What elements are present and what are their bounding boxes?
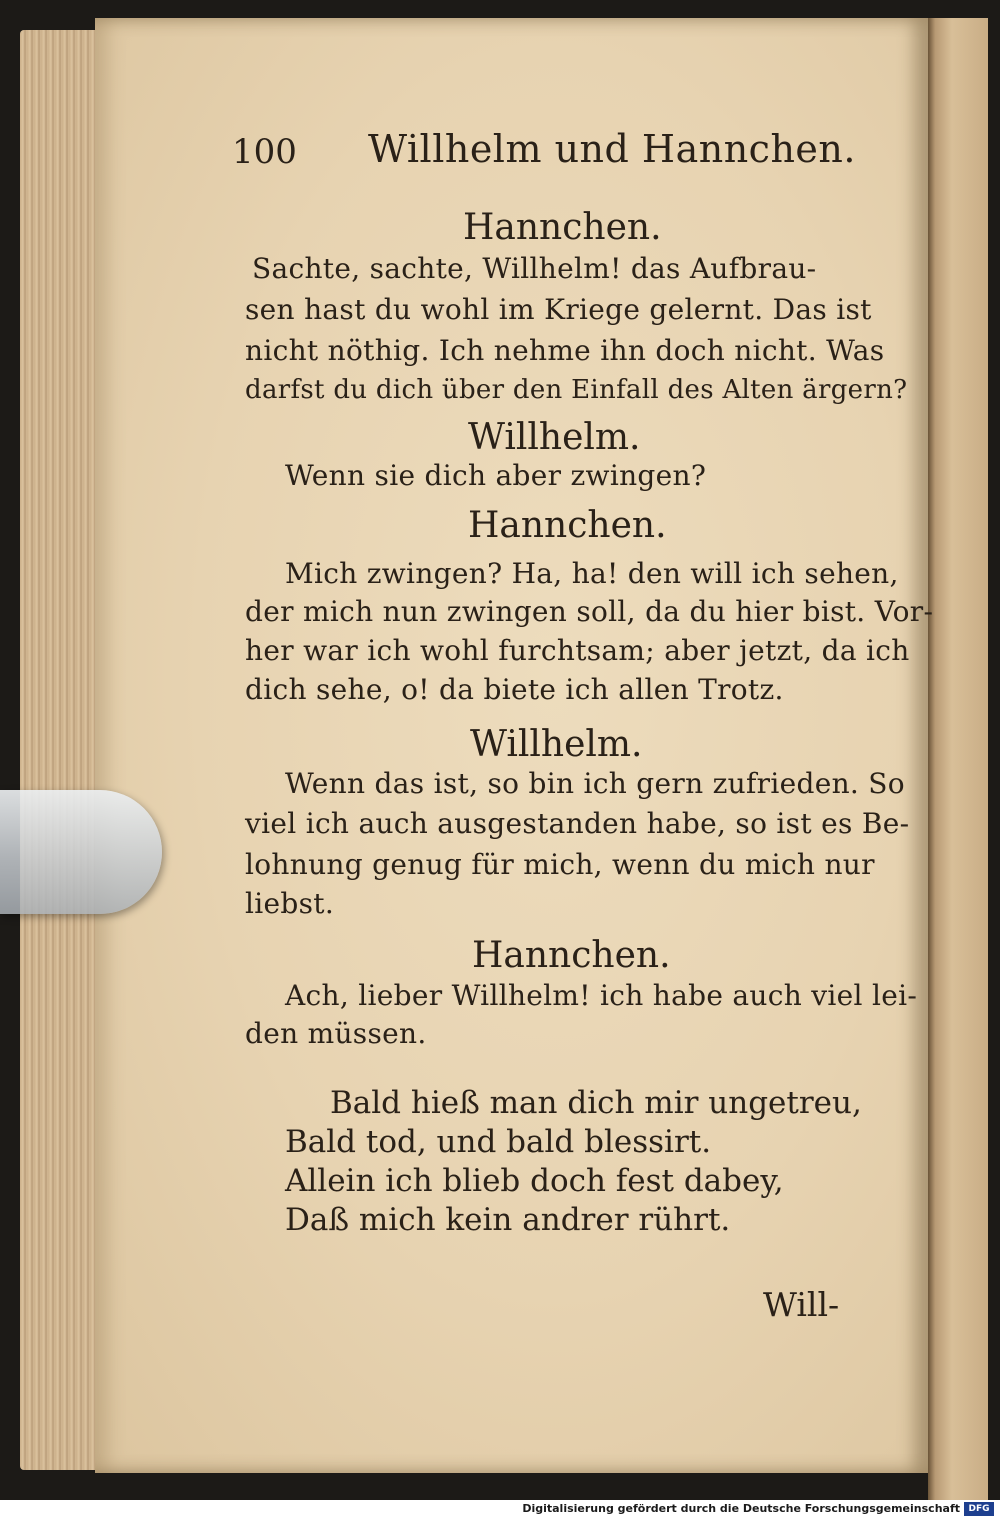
facing-page-edge — [928, 18, 988, 1500]
text-line: Mich zwingen? Ha, ha! den will ich sehen, — [285, 557, 899, 590]
text-line: sen hast du wohl im Kriege gelernt. Das ist — [245, 293, 872, 326]
text-line: Wenn sie dich aber zwingen? — [285, 459, 707, 492]
speaker-name: Hannchen. — [463, 207, 662, 248]
speaker-name: Hannchen. — [472, 935, 671, 976]
text-line: her war ich wohl furchtsam; aber jetzt, da ich — [245, 634, 910, 667]
text-line: dich sehe, o! da biete ich allen Trotz. — [245, 673, 784, 706]
text-line: Sachte, sachte, Willhelm! das Aufbrau- — [252, 252, 817, 285]
speaker-name: Willhelm. — [470, 724, 643, 765]
verse-line: Bald tod, und bald blessirt. — [285, 1124, 712, 1160]
text-line: nicht nöthig. Ich nehme ihn doch nicht. Was — [245, 334, 885, 367]
text-line: liebst. — [245, 887, 335, 920]
verse-line: Daß mich kein andrer rührt. — [285, 1202, 731, 1238]
speaker-name: Hannchen. — [468, 505, 667, 546]
page-clip — [0, 790, 162, 914]
speaker-name: Willhelm. — [468, 417, 641, 458]
digitization-footer — [0, 1500, 1000, 1518]
catchword: Will- — [763, 1285, 840, 1324]
text-line: Wenn das ist, so bin ich gern zufrieden. So — [285, 767, 905, 800]
text-line: darfst du dich über den Einfall des Alten ärgern? — [245, 375, 908, 405]
text-line: der mich nun zwingen soll, da du hier bist. Vor- — [245, 595, 934, 628]
text-line: den müssen. — [245, 1017, 427, 1050]
verse-line: Bald hieß man dich mir ungetreu, — [330, 1085, 862, 1121]
dfg-logo: DFG — [964, 1502, 994, 1516]
running-title: Willhelm und Hannchen. — [368, 127, 856, 171]
text-line: Ach, lieber Willhelm! ich habe auch viel lei- — [285, 979, 918, 1012]
page-number: 100 — [232, 132, 297, 172]
verse-line: Allein ich blieb doch fest dabey, — [285, 1163, 784, 1199]
text-line: viel ich auch ausgestanden habe, so ist es Be- — [245, 807, 910, 840]
text-line: lohnung genug für mich, wenn du mich nur — [245, 848, 875, 881]
funding-notice: Digitalisierung gefördert durch die Deutsche Forschungsgemeinschaft — [522, 1502, 960, 1515]
